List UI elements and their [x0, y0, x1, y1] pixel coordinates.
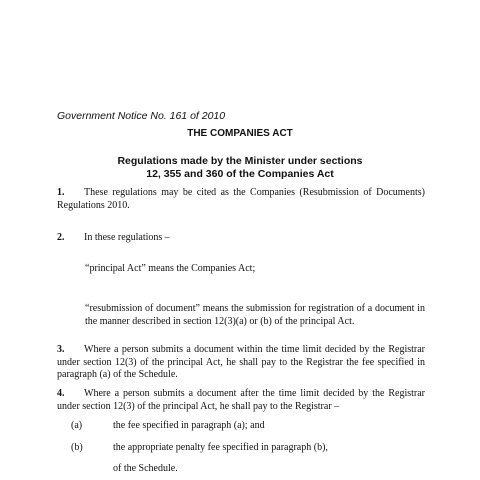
definition-principal-act: “principal Act” means the Companies Act;: [85, 263, 256, 274]
list-item-b: [71, 442, 328, 453]
paragraph-1: [57, 187, 425, 212]
definition-resubmission: “resubmission of document” means the submission for registration of a document in the manner described in section 12(3)(a) or (b) of the principal Act.: [85, 303, 425, 327]
paragraph-2: [57, 232, 425, 245]
list-item-label: (a): [71, 420, 83, 431]
paragraph-text: In these regulations –: [84, 232, 170, 243]
paragraph-3: [57, 344, 425, 382]
paragraph-text: Where a person submits a document within the time limit decided by the Registrar under section 12(3) of the principal Act, he shall pay to the Registrar the fee specified in paragraph (a) of the Schedule.: [57, 344, 425, 380]
paragraph-text: Where a person submits a document after the time limit decided by the Registrar under section 12(3) of the principal Act, he shall pay to the Registrar –: [57, 388, 425, 412]
list-item-label: (b): [71, 442, 83, 453]
list-item-a: [71, 420, 265, 431]
list-item-text: the appropriate penalty fee specified in paragraph (b),: [113, 442, 328, 453]
regulations-title-line2: 12, 355 and 360 of the Companies Act: [146, 168, 334, 180]
paragraph-number: 3.: [57, 344, 65, 355]
paragraph-number: 2.: [57, 232, 65, 243]
government-notice: Government Notice No. 161 of 2010: [57, 110, 226, 122]
paragraph-4: [57, 388, 425, 413]
regulations-title: [0, 155, 480, 181]
list-item-text: the fee specified in paragraph (a); and: [113, 420, 265, 431]
act-title: THE COMPANIES ACT: [187, 128, 293, 139]
paragraph-number: 1.: [57, 187, 65, 198]
regulations-title-line1: Regulations made by the Minister under sections: [117, 155, 363, 167]
paragraph-number: 4.: [57, 388, 65, 399]
schedule-reference: of the Schedule.: [113, 463, 178, 474]
paragraph-text: These regulations may be cited as the Companies (Resubmission of Documents) Regulations 2010.: [57, 187, 425, 211]
